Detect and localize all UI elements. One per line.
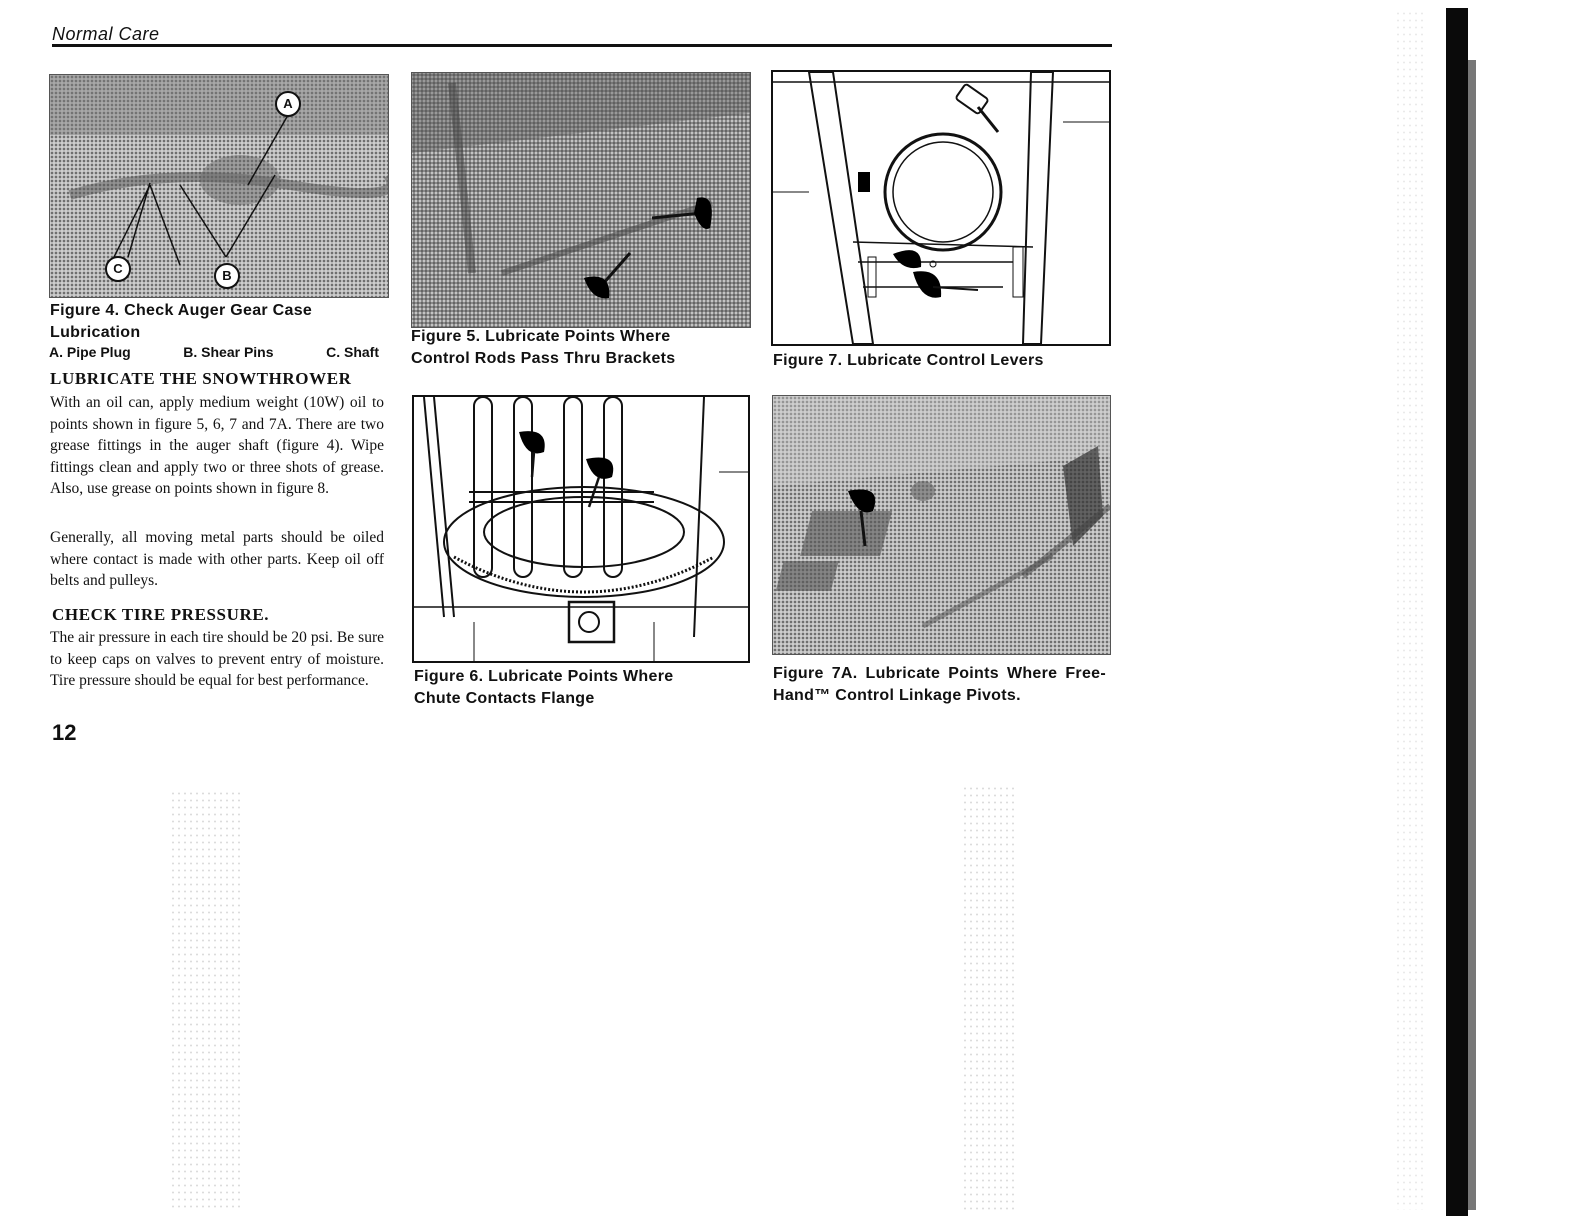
callout-b: B (214, 263, 240, 289)
callout-c: C (105, 256, 131, 282)
scan-noise-middle (962, 785, 1017, 1210)
scan-noise-right (1395, 10, 1425, 1210)
figure-6-drawing (412, 395, 750, 663)
lubricate-paragraph-2: Generally, all moving metal parts should be oiled where contact is made with other parts. Keep oil off belts and pulleys. (50, 529, 384, 589)
tire-heading: CHECK TIRE PRESSURE. (52, 605, 270, 624)
legend-a: A. Pipe Plug (49, 344, 131, 360)
figure-4-caption: Figure 4. Check Auger Gear Case Lubrication (50, 302, 313, 341)
section-title: Normal Care (52, 24, 160, 44)
figure-7-caption: Figure 7. Lubricate Control Levers (773, 352, 1044, 369)
figure-6-caption: Figure 6. Lubricate Points Where Chute Contacts Flange (414, 668, 674, 707)
binding-edge (1446, 8, 1468, 1216)
legend-c: C. Shaft (326, 344, 379, 360)
figure-4-legend (49, 344, 379, 360)
binding-edge-shade (1468, 60, 1476, 1210)
figure-5-photo (411, 72, 751, 328)
header-rule (52, 44, 1112, 47)
callout-a: A (275, 91, 301, 117)
lubricate-paragraph-1: With an oil can, apply medium weight (10W) oil to points shown in figure 5, 6, 7 and 7A. There are two grease fittings in the auger shaft (figure 4). Wipe fittings clean and apply two or three shots of grease. Also, use grease on points shown in figure 8. (50, 394, 384, 497)
tire-paragraph: The air pressure in each tire should be 20 psi. Be sure to keep caps on valves to prevent entry of moisture. Tire pressure should be equal for best performance. (50, 629, 384, 689)
lubricate-heading: LUBRICATE THE SNOWTHROWER (50, 369, 352, 388)
figure-7a-caption: Figure 7A. Lubricate Points Where Free-Hand™ Control Linkage Pivots. (773, 665, 1106, 704)
figure-5-caption: Figure 5. Lubricate Points Where Control Rods Pass Thru Brackets (411, 328, 676, 367)
page-number: 12 (52, 720, 77, 745)
scan-noise-left (170, 790, 240, 1210)
figure-7-drawing (771, 70, 1111, 346)
figure-4-photo (49, 74, 389, 298)
figure-7a-photo (772, 395, 1111, 655)
legend-b: B. Shear Pins (183, 344, 274, 360)
